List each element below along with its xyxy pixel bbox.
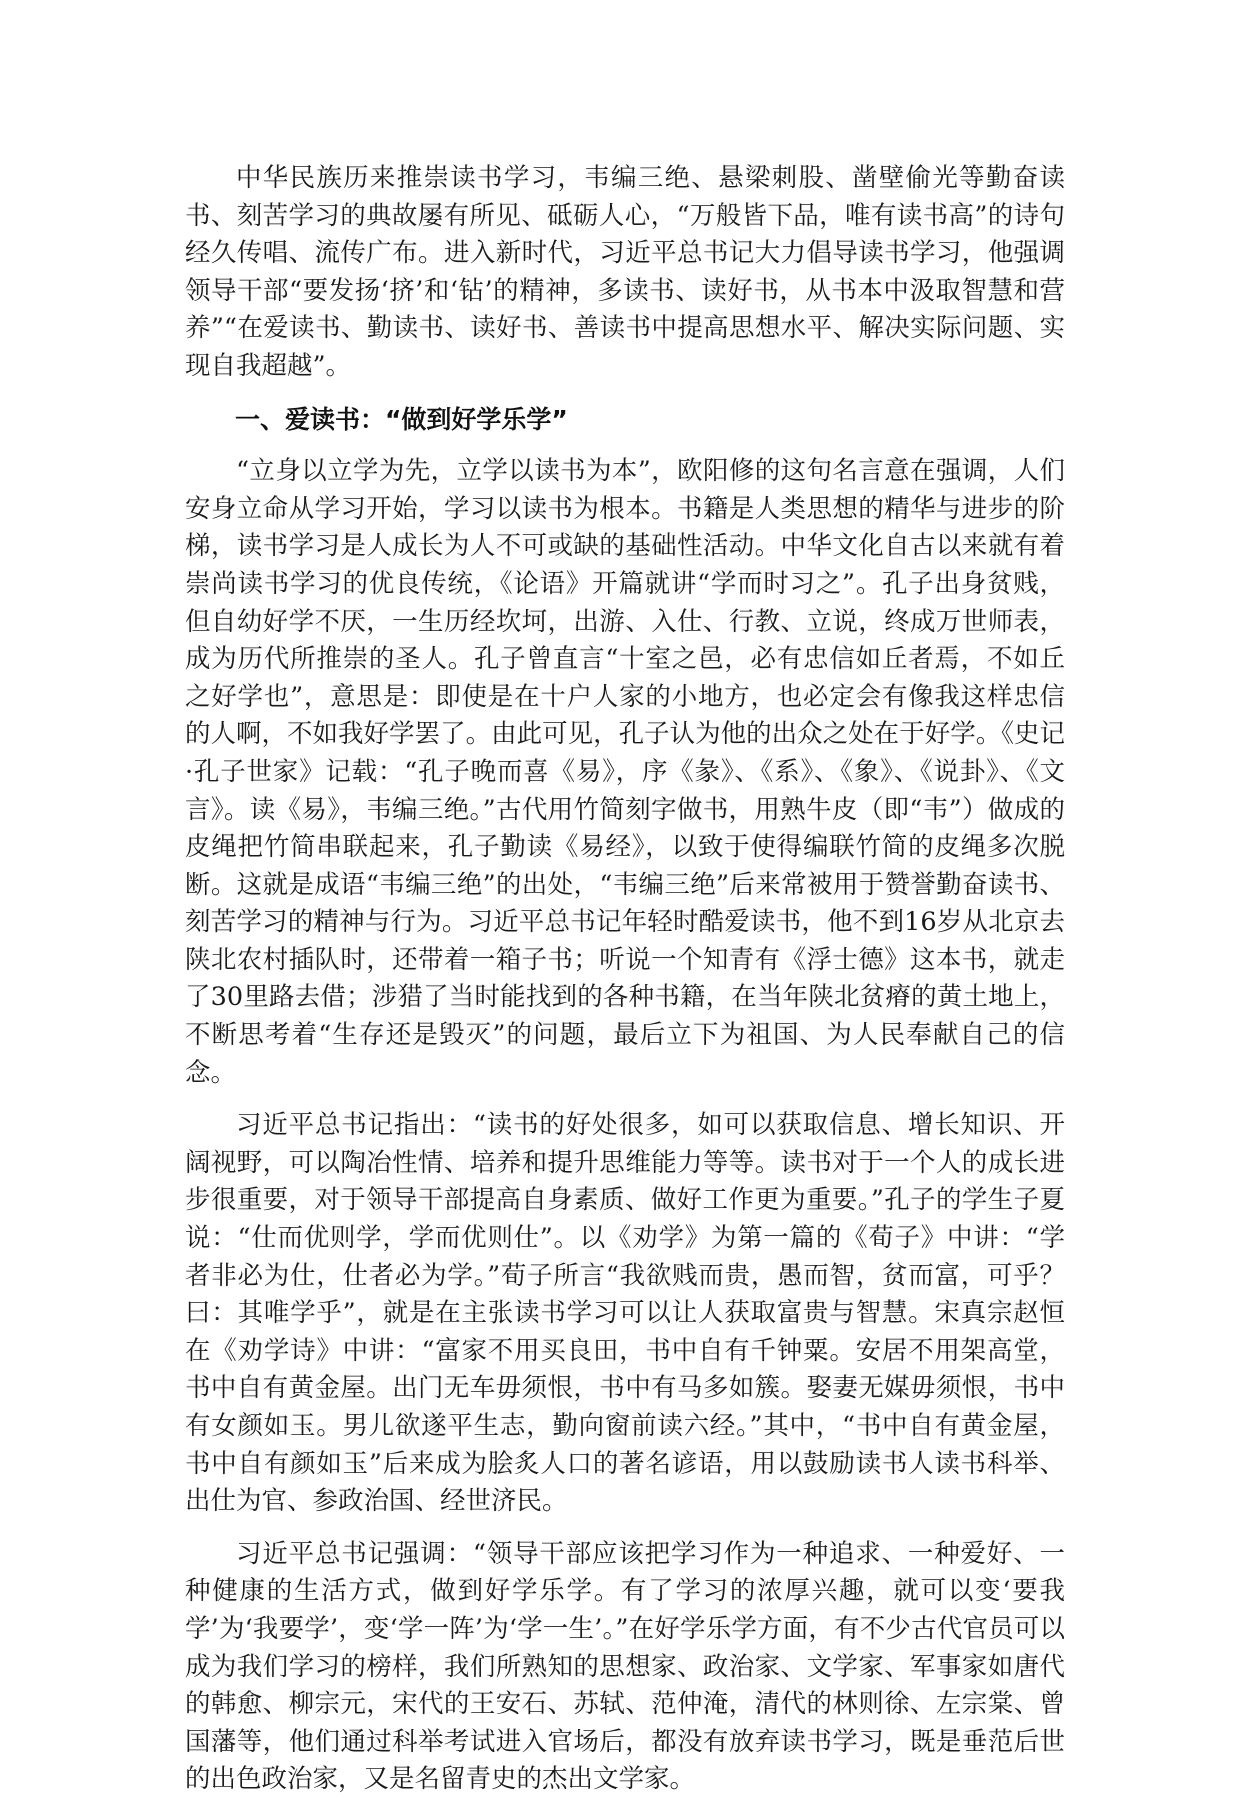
section-heading: 一、爱读书：“做到好学乐学” [235,404,568,434]
body-paragraph: 习近平总书记强调：“领导干部应该把学习作为一种追求、一种爱好、一种健康的生活方式，做到好学乐学。有了学习的浓厚兴趣，就可以变‘要我学’为‘我要学’，变‘学一阵’为‘学一生’。”在好学乐学方面，有不少古代官员可以成为我们学习的榜样，我们所熟知的思想家、政治家、文学家、军事家如唐代的韩愈、柳宗元，宋代的王安石、苏轼、范仲淹，清代的林则徐、左宗棠、曾国藩等，他们通过科举考试进入官场后，都没有放弃读书学习，既是垂范后世的出色政治家，又是名留青史的杰出文学家。 [185,1538,1065,1795]
body-paragraph: “立身以立学为先，立学以读书为本”，欧阳修的这句名言意在强调，人们安身立命从学习开始，学习以读书为根本。书籍是人类思想的精华与进步的阶梯，读书学习是人成长为人不可或缺的基础性活动。中华文化自古以来就有着崇尚读书学习的优良传统，《论语》开篇就讲“学而时习之”。孔子出身贫贱，但自幼好学不厌，一生历经坎坷，出游、入仕、行教、立说，终成万世师表，成为历代所推崇的圣人。孔子曾直言“十室之邑，必有忠信如丘者焉，不如丘之好学也”，意思是：即使是在十户人家的小地方，也必定会有像我这样忠信的人啊，不如我好学罢了。由此可见，孔子认为他的出众之处在于好学。《史记·孔子世家》记载：“孔子晚而喜《易》，序《彖》、《系》、《象》、《说卦》、《文言》。读《易》，韦编三绝。”古代用竹简刻字做书，用熟牛皮（即“韦”）做成的皮绳把竹简串联起来，孔子勤读《易经》，以致于使得编联竹简的皮绳多次脱断。这就是成语“韦编三绝”的出处，“韦编三绝”后来常被用于赞誉勤奋读书、刻苦学习的精神与行为。习近平总书记年轻时酷爱读书，他不到16岁从北京去陕北农村插队时，还带着一箱子书；听说一个知青有《浮士德》这本书，就走了30里路去借；涉猎了当时能找到的各种书籍，在当年陕北贫瘠的黄土地上，不断思考着“生存还是毁灭”的问题，最后立下为祖国、为人民奉献自己的信念。 [185,456,1065,1088]
body-paragraph: 习近平总书记指出：“读书的好处很多，如可以获取信息、增长知识、开阔视野，可以陶冶性情、培养和提升思维能力等等。读书对于一个人的成长进步很重要，对于领导干部提高自身素质、做好工作更为重要。”孔子的学生子夏说：“仕而优则学，学而优则仕”。以《劝学》为第一篇的《荀子》中讲：“学者非必为仕，仕者必为学。”荀子所言“我欲贱而贵，愚而智，贫而富，可乎？曰：其唯学乎”，就是在主张读书学习可以让人获取富贵与智慧。宋真宗赵恒在《劝学诗》中讲：“富家不用买良田，书中自有千钟粟。安居不用架高堂，书中自有黄金屋。出门无车毋须恨，书中有马多如簇。娶妻无媒毋须恨，书中有女颜如玉。男儿欲遂平生志，勤向窗前读六经。”其中，“书中自有黄金屋，书中自有颜如玉”后来成为脍炙人口的著名谚语，用以鼓励读书人读书科举、出仕为官、参政治国、经世济民。 [185,1110,1065,1517]
intro-paragraph: 中华民族历来推崇读书学习，韦编三绝、悬梁刺股、凿壁偷光等勤奋读书、刻苦学习的典故屡有所见、砥砺人心，“万般皆下品，唯有读书高”的诗句经久传唱、流传广布。进入新时代，习近平总书记大力倡导读书学习，他强调领导干部“要发扬‘挤’和‘钻’的精神，多读书、读好书，从书本中汲取智慧和营养”“在爱读书、勤读书、读好书、善读书中提高思想水平、解决实际问题、实现自我超越”。 [185,163,1065,381]
document-body [185,160,1065,1814]
